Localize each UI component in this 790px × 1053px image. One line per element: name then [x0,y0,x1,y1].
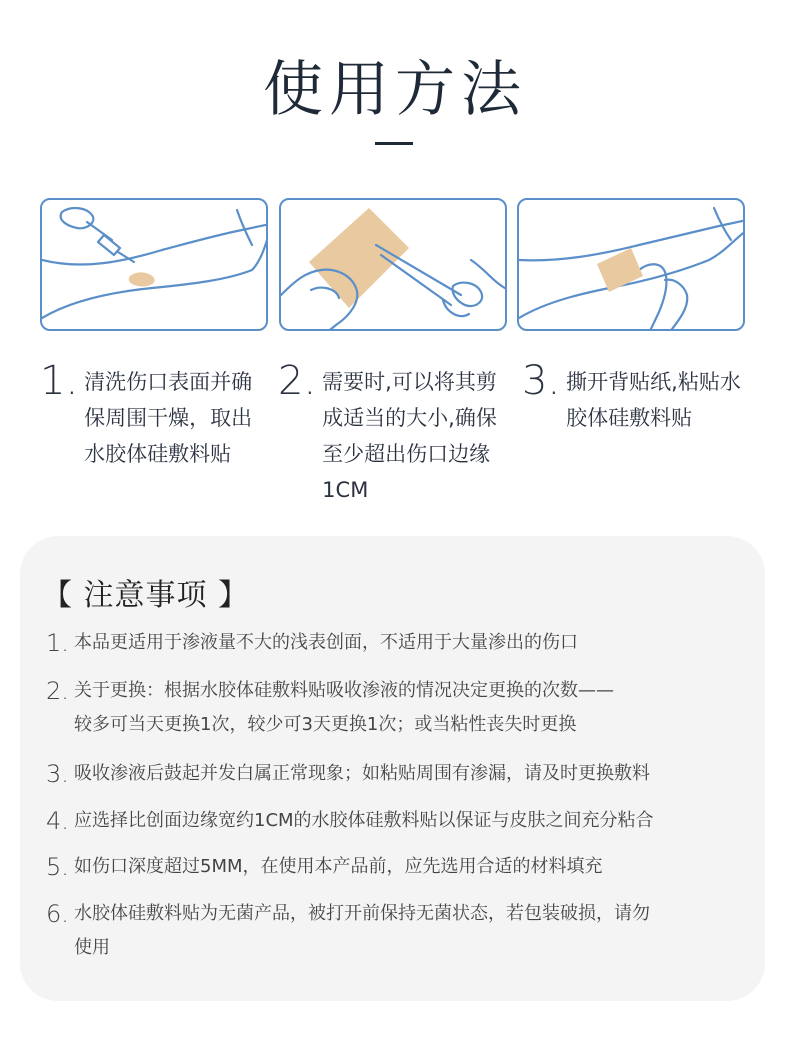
note-item [46,897,744,965]
step-1-illustration [40,198,268,331]
page-title: 使用方法 [263,55,527,125]
note-number: 1. [46,629,69,657]
step-2 [278,358,497,508]
step-number: 3. [522,358,561,404]
note-item [46,626,744,660]
note-item [46,757,744,791]
step-3 [522,358,741,436]
step-text: 清洗伤口表面并确 保周围干燥，取出 水胶体硅敷料贴 [84,370,253,466]
note-number: 5. [46,853,69,881]
step-text: 需要时,可以将其剪 成适当的大小,确保 至少超出伤口边缘 1CM [322,370,497,502]
step-number: 1. [40,358,79,404]
notes-heading: 【 注意事项 】 [42,578,250,613]
note-text: 吸收渗液后鼓起并发白属正常现象；如粘贴周围有渗漏，请及时更换敷料 [74,763,650,784]
note-item [46,674,744,742]
note-number: 2. [46,677,69,705]
step-2-illustration [279,198,507,331]
step-3-illustration [517,198,745,331]
note-text: 水胶体硅敷料贴为无菌产品，被打开前保持无菌状态，若包装破损，请勿 使用 [74,903,650,958]
step-number: 2. [278,358,317,404]
note-item [46,804,744,838]
note-number: 4. [46,807,69,835]
step-1 [40,358,253,472]
note-number: 6. [46,900,69,928]
step-text: 撕开背贴纸,粘贴水 胶体硅敷料贴 [566,370,741,430]
title-divider [375,142,413,145]
note-text: 应选择比创面边缘宽约1CM的水胶体硅敷料贴以保证与皮肤之间充分粘合 [74,810,654,831]
note-text: 本品更适用于渗液量不大的浅表创面，不适用于大量渗出的伤口 [74,632,578,653]
note-number: 3. [46,760,69,788]
note-text: 关于更换：根据水胶体硅敷料贴吸收渗液的情况决定更换的次数—— 较多可当天更换1次，较少可3天更换1次；或当粘性丧失时更换 [74,680,614,735]
note-text: 如伤口深度超过5MM，在使用本产品前，应先选用合适的材料填充 [74,856,603,877]
note-item [46,850,744,884]
